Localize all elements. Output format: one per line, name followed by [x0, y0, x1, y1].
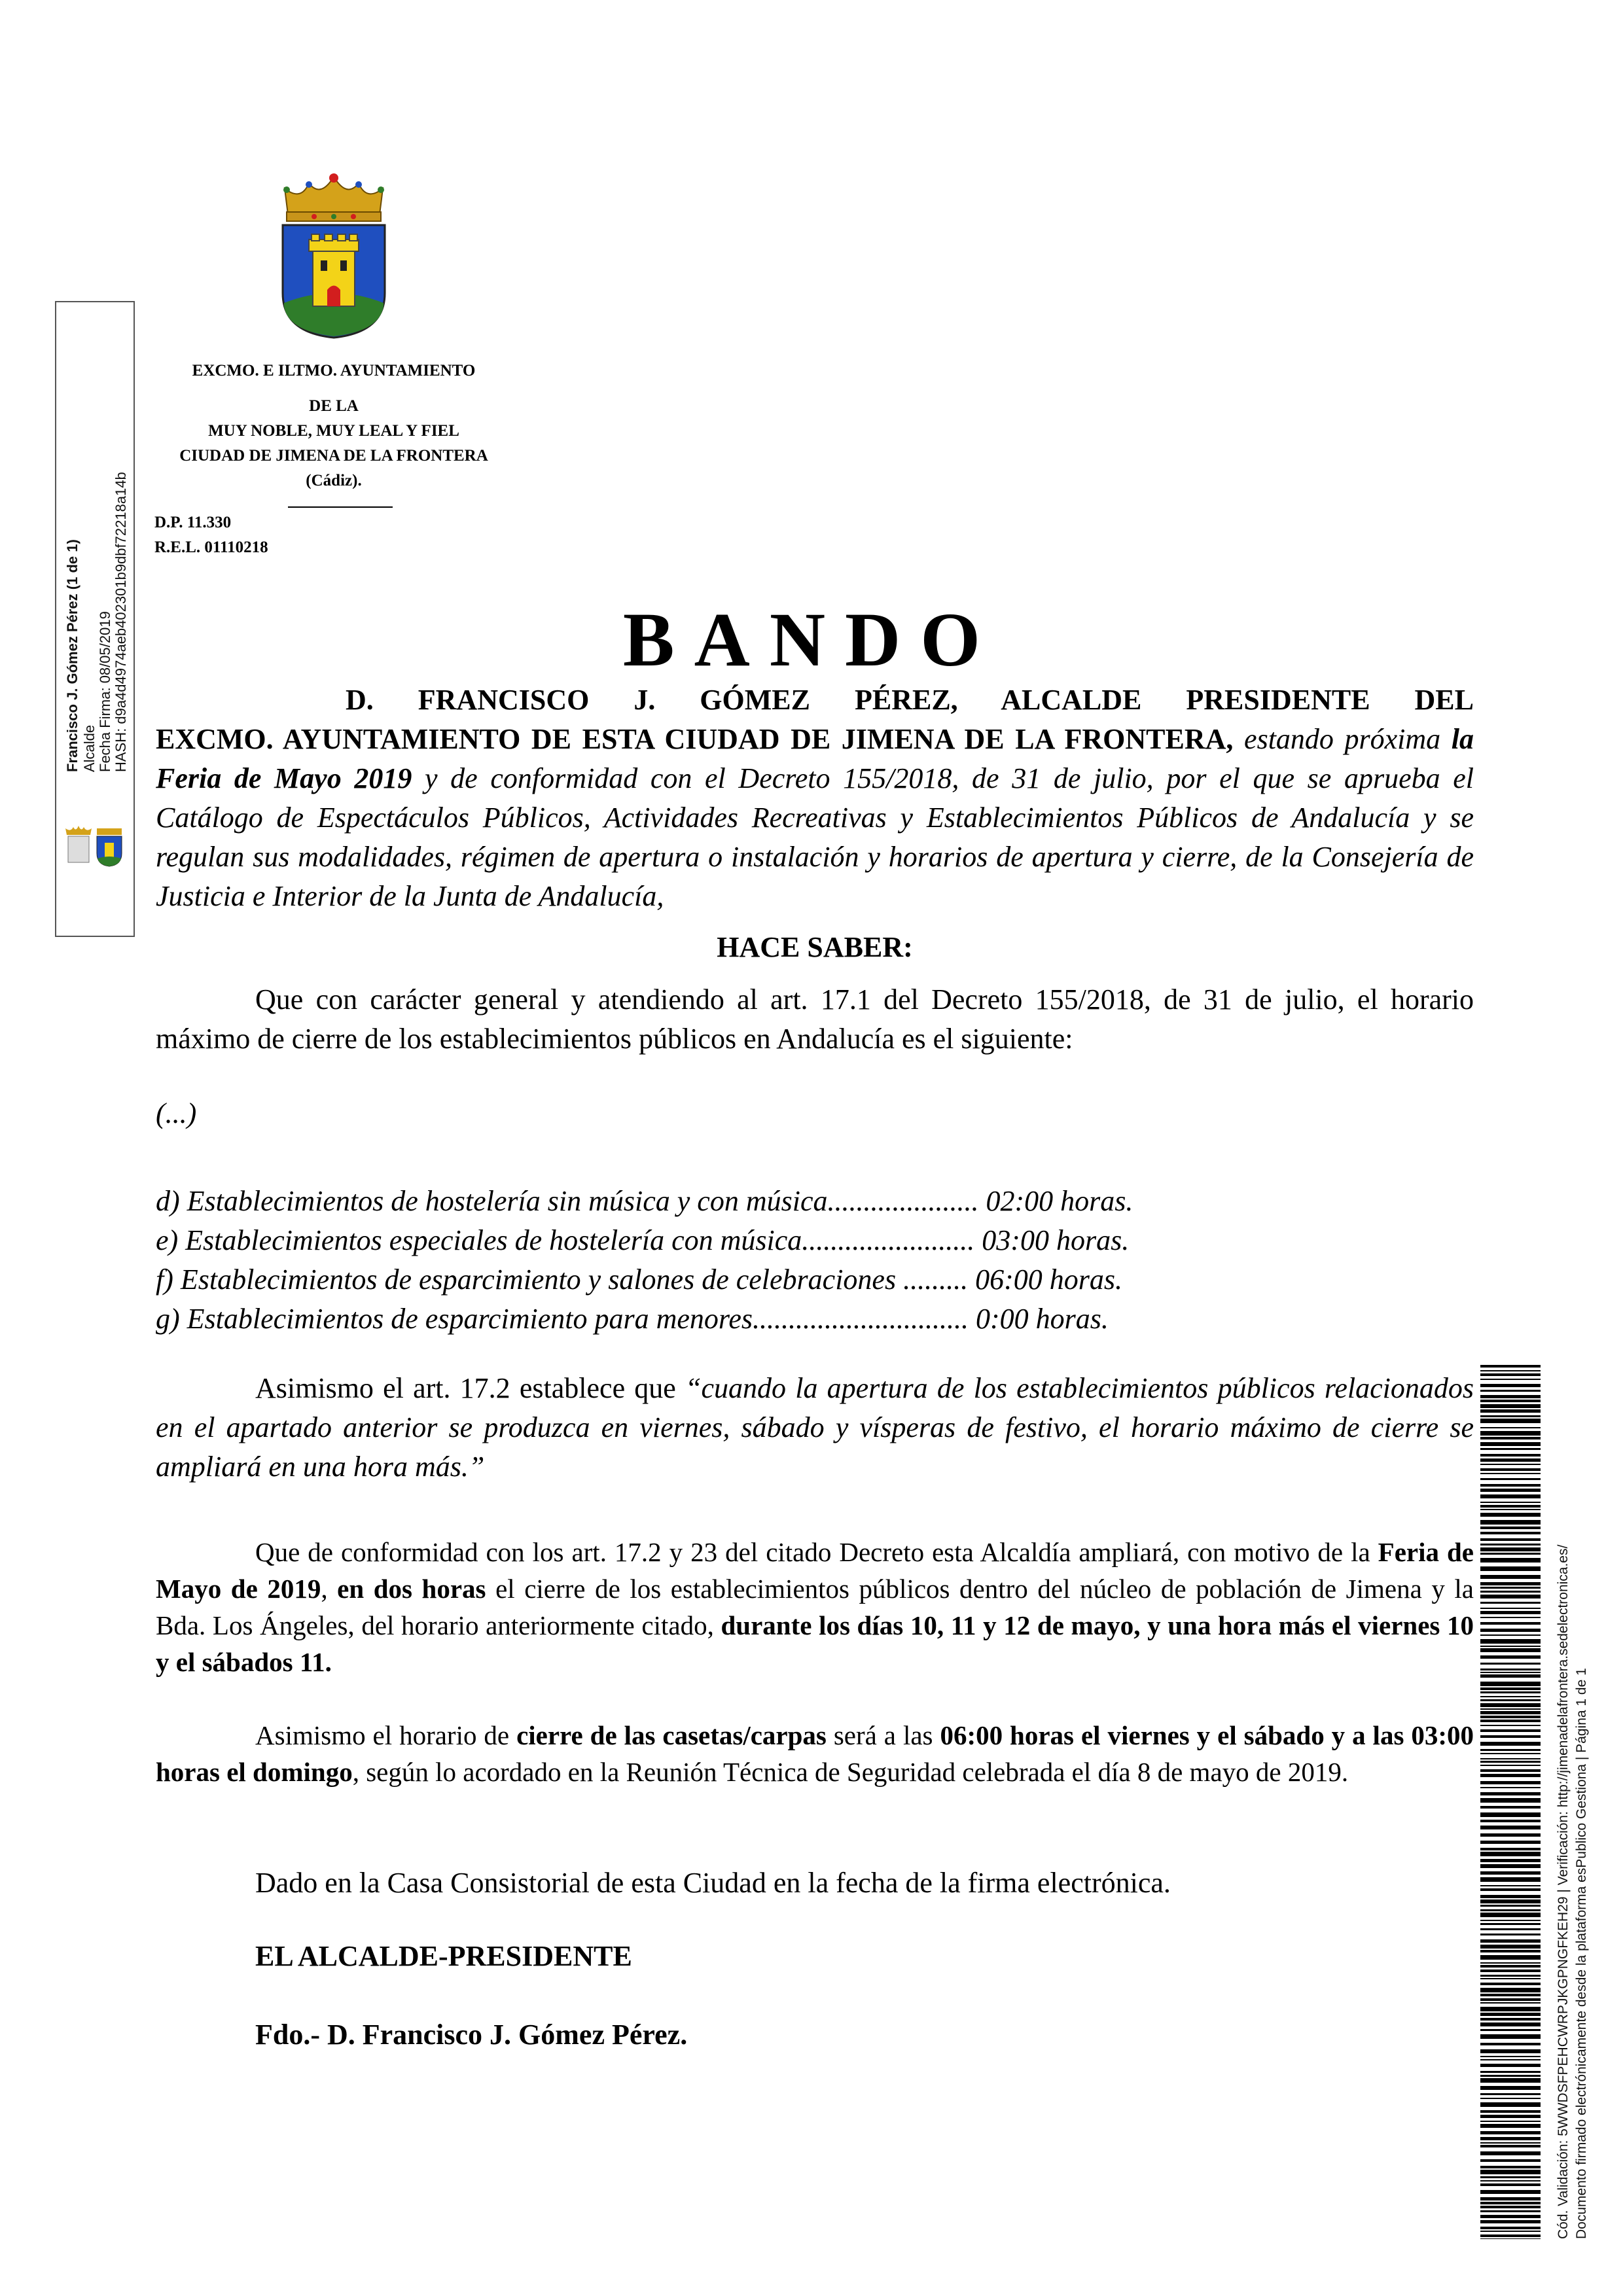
barcode-bar [1480, 1442, 1541, 1446]
verification-platform: Documento firmado electrónicamente desde la plataforma esPublico Gestiona | Página 1 de 1 [1574, 1668, 1589, 2239]
barcode-bar [1480, 1909, 1541, 1911]
barcode-bar [1480, 1502, 1541, 1503]
barcode-bar [1480, 1994, 1541, 1996]
barcode-bar [1480, 1934, 1541, 1935]
small-coat-of-arms-icon [63, 823, 128, 869]
barcode-bar [1480, 1841, 1541, 1844]
barcode-bar [1480, 1582, 1541, 1585]
barcode-bar [1480, 1404, 1541, 1408]
barcode-bar [1480, 1696, 1541, 1697]
barcode-bar [1480, 1669, 1541, 1670]
barcode-bar [1480, 2007, 1541, 2011]
paragraph-3-event: Feria de Mayo de 2019 [156, 1537, 1474, 1604]
barcode-bar [1480, 1888, 1541, 1891]
paragraph-2-intro: Asimismo el art. 17.2 establece que [255, 1372, 686, 1404]
barcode-bar [1480, 1691, 1541, 1693]
barcode-bar [1480, 1611, 1541, 1614]
intro-authority: EXCMO. AYUNTAMIENTO DE ESTA CIUDAD DE JIMENA DE LA FRONTERA, [156, 723, 1234, 755]
barcode-bar [1480, 1753, 1541, 1754]
paragraph-2-quote: “cuando la apertura de los establecimientos públicos relacionados en el apartado anterior se produzca en viernes, sábado y vísperas de festivo, el horario máximo de cierre se ampliará en una hora más.” [156, 1372, 1474, 1483]
barcode-bar [1480, 1655, 1541, 1659]
barcode-bar [1480, 2183, 1541, 2186]
barcode-bar [1480, 2234, 1541, 2237]
barcode-bar [1480, 1774, 1541, 1777]
hace-saber-heading: HACE SABER: [717, 931, 913, 963]
paragraph-3-extension: en dos horas [337, 1574, 486, 1604]
barcode-bar [1480, 2202, 1541, 2204]
barcode-bar [1480, 1735, 1541, 1738]
barcode-bar [1480, 1729, 1541, 1732]
barcode-bar [1480, 1798, 1541, 1803]
barcode-bar [1480, 2210, 1541, 2212]
barcode-bar [1480, 2059, 1541, 2060]
barcode-bar [1480, 1833, 1541, 1837]
barcode-bar [1480, 1384, 1541, 1387]
barcode-bar [1480, 1602, 1541, 1604]
signature-role: EL ALCALDE-PRESIDENTE [255, 1940, 632, 1972]
barcode-bar [1480, 1950, 1541, 1952]
header-line-5: (Cádiz). [306, 472, 362, 489]
barcode-bar [1480, 2238, 1541, 2239]
barcode-bar [1480, 1716, 1541, 1718]
barcode-bar [1480, 1419, 1541, 1423]
barcode-bar [1480, 1379, 1541, 1380]
barcode-bar [1480, 1988, 1541, 1992]
barcode-bar [1480, 1848, 1541, 1850]
signature-role-label: Alcalde [81, 724, 98, 772]
barcode-bar [1480, 1920, 1541, 1921]
barcode-bar [1480, 1505, 1541, 1508]
barcode-bar [1480, 1468, 1541, 1471]
paragraph-4-text-2: será a las [826, 1720, 940, 1750]
barcode-bar [1480, 1787, 1541, 1788]
paragraph-5: Dado en la Casa Consistorial de esta Ciudad en la fecha de la firma electrónica. [255, 1867, 1171, 1899]
barcode-bar [1480, 1711, 1541, 1714]
barcode-bar [1480, 1708, 1541, 1710]
header-line-1: EXCMO. E ILTMO. AYUNTAMIENTO [192, 362, 476, 380]
barcode-bar [1480, 1473, 1541, 1474]
barcode-bar [1480, 1699, 1541, 1701]
barcode-bar [1480, 2013, 1541, 2016]
barcode-bar [1480, 2159, 1541, 2162]
barcode-bar [1480, 1458, 1541, 1462]
intro-event: la Feria de Mayo 2019 [156, 723, 1474, 794]
barcode-bar [1480, 1978, 1541, 1979]
barcode-bar [1480, 2180, 1541, 2181]
barcode-bar [1480, 2056, 1541, 2057]
barcode-bar [1480, 1575, 1541, 1579]
barcode-bar [1480, 1547, 1541, 1551]
signature-name: Fdo.- D. Francisco J. Gómez Pérez. [255, 2019, 688, 2051]
header-line-3: MUY NOBLE, MUY LEAL Y FIEL [208, 422, 459, 440]
barcode-bar [1480, 1395, 1541, 1398]
barcode-bar [1480, 1806, 1541, 1809]
barcode-bar [1480, 2206, 1541, 2208]
barcode-bar [1480, 1781, 1541, 1784]
barcode-bar [1480, 2166, 1541, 2168]
header-line-4: CIUDAD DE JIMENA DE LA FRONTERA [179, 447, 488, 465]
barcode-bar [1480, 2086, 1541, 2090]
paragraph-4-hours: 06:00 horas el viernes y el sábado y a las 03:00 horas el domingo [156, 1720, 1474, 1787]
barcode-bar [1480, 1962, 1541, 1964]
barcode-bar [1480, 1674, 1541, 1678]
barcode-bar [1480, 1955, 1541, 1960]
barcode-bar [1480, 1877, 1541, 1882]
barcode-bar [1480, 2034, 1541, 2039]
header-divider [288, 506, 393, 508]
intro-text-2: y de conformidad con el Decreto 155/2018, de 31 de julio, por el que se aprueba el Catálogo de Espectáculos Públicos, Actividades Recreativas y Establecimientos Públicos de Andalucía y se regulan sus modalidades, régimen de apertura o instalación y horarios de apertura y cierre, de la Consejería de Justicia e Interior de la Junta de Andalucía, [156, 762, 1474, 912]
header-line-2: DE LA [309, 397, 359, 415]
barcode-bar [1480, 2121, 1541, 2122]
paragraph-3-text-2: , [321, 1574, 338, 1604]
barcode-bar [1480, 1608, 1541, 1609]
list-item: d) Establecimientos de hostelería sin música y con música..................... 02:00 horas. [156, 1185, 1133, 1217]
barcode-bar [1480, 2220, 1541, 2223]
ellipsis: (...) [156, 1097, 197, 1129]
barcode-bar [1480, 2151, 1541, 2155]
barcode-bar [1480, 2102, 1541, 2107]
barcode-bar [1480, 1983, 1541, 1985]
paragraph-4-text-1: Asimismo el horario de [255, 1720, 517, 1750]
barcode-bar [1480, 1859, 1541, 1862]
barcode-bar [1480, 2022, 1541, 2026]
barcode-bar [1480, 1454, 1541, 1457]
barcode-bar [1480, 1720, 1541, 1722]
paragraph-4 [156, 1717, 1474, 1790]
barcode-bar [1480, 2064, 1541, 2067]
barcode-bar [1480, 1370, 1541, 1371]
barcode-bar [1480, 2110, 1541, 2113]
barcode-bar [1480, 1494, 1541, 1498]
coat-of-arms-icon [275, 169, 393, 340]
barcode-bar [1480, 2142, 1541, 2144]
list-item: e) Establecimientos especiales de hostelería con música........................ 03:00 horas. [156, 1224, 1130, 1256]
barcode-bar [1480, 1820, 1541, 1822]
paragraph-4-subject: cierre de las casetas/carpas [516, 1720, 827, 1750]
paragraph-1: Que con carácter general y atendiendo al art. 17.1 del Decreto 155/2018, de 31 de julio, el horario máximo de cierre de los establecimientos públicos en Andalucía es el siguiente: [156, 983, 1474, 1055]
barcode-bar [1480, 2078, 1541, 2083]
barcode-bar [1480, 1591, 1541, 1593]
barcode-bar [1480, 1544, 1541, 1545]
barcode-bar [1480, 1928, 1541, 1930]
barcode-bar [1480, 1509, 1541, 1510]
signature-signer: Francisco J. Gómez Pérez (1 de 1) [64, 539, 80, 772]
barcode-bar [1480, 2190, 1541, 2194]
barcode-bar [1480, 1852, 1541, 1856]
barcode-bar [1480, 2231, 1541, 2232]
barcode-bar [1480, 1566, 1541, 1571]
barcode-bar [1480, 1812, 1541, 1817]
barcode-bar [1480, 1899, 1541, 1903]
barcode-bar [1480, 1939, 1541, 1943]
barcode-bar [1480, 1553, 1541, 1555]
barcode-bar [1480, 2197, 1541, 2200]
barcode-bar [1480, 1672, 1541, 1673]
barcode-bar [1480, 1871, 1541, 1875]
barcode-bar [1480, 1663, 1541, 1665]
barcode-bar [1480, 1532, 1541, 1534]
barcode [1480, 1365, 1541, 2239]
barcode-bar [1480, 1758, 1541, 1759]
barcode-bar [1480, 2049, 1541, 2053]
barcode-bar [1480, 1478, 1541, 1480]
barcode-bar [1480, 2071, 1541, 2073]
intro-text-1: estando próxima [1233, 723, 1452, 755]
barcode-bar [1480, 1629, 1541, 1632]
barcode-bar [1480, 1742, 1541, 1746]
barcode-bar [1480, 1826, 1541, 1829]
barcode-bar [1480, 1489, 1541, 1492]
barcode-bar [1480, 1687, 1541, 1690]
barcode-bar [1480, 2124, 1541, 2128]
barcode-bar [1480, 2043, 1541, 2045]
barcode-bar [1480, 2137, 1541, 2140]
barcode-bar [1480, 2131, 1541, 2134]
barcode-bar [1480, 1905, 1541, 1907]
barcode-bar [1480, 1646, 1541, 1647]
barcode-bar [1480, 2018, 1541, 2021]
list-item: f) Establecimientos de esparcimiento y salones de celebraciones ......... 06:00 horas. [156, 1263, 1122, 1296]
barcode-bar [1480, 1769, 1541, 1772]
barcode-bar [1480, 1761, 1541, 1763]
barcode-bar [1480, 1975, 1541, 1977]
barcode-bar [1480, 1513, 1541, 1517]
barcode-bar [1480, 1913, 1541, 1917]
barcode-bar [1480, 1725, 1541, 1726]
barcode-bar [1480, 1415, 1541, 1417]
barcode-bar [1480, 1431, 1541, 1436]
barcode-bar [1480, 1923, 1541, 1925]
paragraph-4-text-3: , según lo acordado en la Reunión Técnica de Seguridad celebrada el día 8 de mayo de 2019. [352, 1757, 1349, 1787]
paragraph-3 [156, 1534, 1474, 1680]
barcode-bar [1480, 1400, 1541, 1402]
barcode-bar [1480, 2029, 1541, 2031]
barcode-bar [1480, 1969, 1541, 1972]
intro-line-1: D. FRANCISCO J. GÓMEZ PÉREZ, ALCALDE PRESIDENTE DEL [346, 684, 1474, 716]
barcode-bar [1480, 1622, 1541, 1625]
barcode-bar [1480, 1965, 1541, 1968]
barcode-bar [1480, 1792, 1541, 1795]
barcode-bar [1480, 2098, 1541, 2099]
barcode-bar [1480, 1703, 1541, 1707]
barcode-bar [1480, 1538, 1541, 1541]
barcode-bar [1480, 1864, 1541, 1868]
intro-paragraph [156, 720, 1474, 916]
barcode-bar [1480, 2002, 1541, 2004]
barcode-bar [1480, 1617, 1541, 1618]
verification-code: Cód. Validación: 5WWDSFPEHCWRPJKGPNGFKEH29 | Verificación: http://jimenadelafrontera.sedelectronica.es/ [1556, 1544, 1571, 2239]
barcode-bar [1480, 2145, 1541, 2147]
barcode-bar [1480, 1587, 1541, 1589]
barcode-bar [1480, 2215, 1541, 2218]
signature-hash: HASH: d9a4d4974aeb402301b9dbf72218a14b [113, 472, 129, 772]
barcode-bar [1480, 1765, 1541, 1766]
barcode-bar [1480, 2075, 1541, 2077]
barcode-bar [1480, 1409, 1541, 1413]
signature-date: Fecha Firma: 08/05/2019 [97, 611, 113, 772]
barcode-bar [1480, 1634, 1541, 1636]
barcode-bar [1480, 2115, 1541, 2118]
barcode-bar [1480, 1484, 1541, 1487]
paragraph-3-text-3: el cierre de los establecimientos públicos dentro del núcleo de población de Jimena y la Bda. Los Ángeles, del horario anteriormente citado, [156, 1574, 1474, 1640]
barcode-bar [1480, 2227, 1541, 2229]
barcode-bar [1480, 1520, 1541, 1525]
barcode-bar [1480, 1885, 1541, 1886]
barcode-bar [1480, 1527, 1541, 1529]
barcode-bar [1480, 1945, 1541, 1949]
barcode-bar [1480, 1648, 1541, 1652]
barcode-bar [1480, 1437, 1541, 1439]
barcode-bar [1480, 1558, 1541, 1563]
barcode-bar [1480, 1427, 1541, 1428]
barcode-bar [1480, 1998, 1541, 2001]
barcode-bar [1480, 1749, 1541, 1751]
barcode-bar [1480, 1682, 1541, 1686]
barcode-bar [1480, 1639, 1541, 1644]
header-dp: D.P. 11.330 [154, 514, 232, 531]
paragraph-3-text-1: Que de conformidad con los art. 17.2 y 23 del citado Decreto esta Alcaldía ampliará, con motivo de la [255, 1537, 1378, 1567]
barcode-bar [1480, 1373, 1541, 1376]
barcode-bar [1480, 1895, 1541, 1898]
barcode-bar [1480, 2093, 1541, 2095]
page-title: BANDO [622, 597, 1001, 682]
barcode-bar [1480, 1448, 1541, 1450]
list-item: g) Establecimientos de esparcimiento para menores.............................. 0:00 horas. [156, 1303, 1109, 1335]
paragraph-3-dates: durante los días 10, 11 y 12 de mayo, y una hora más el viernes 10 y el sábados 11. [156, 1610, 1474, 1677]
barcode-bar [1480, 1464, 1541, 1465]
barcode-bar [1480, 1365, 1541, 1368]
header-rel: R.E.L. 01110218 [154, 539, 268, 556]
paragraph-2 [156, 1369, 1474, 1487]
barcode-bar [1480, 2176, 1541, 2178]
barcode-bar [1480, 1595, 1541, 1598]
barcode-bar [1480, 1390, 1541, 1392]
barcode-bar [1480, 2170, 1541, 2174]
